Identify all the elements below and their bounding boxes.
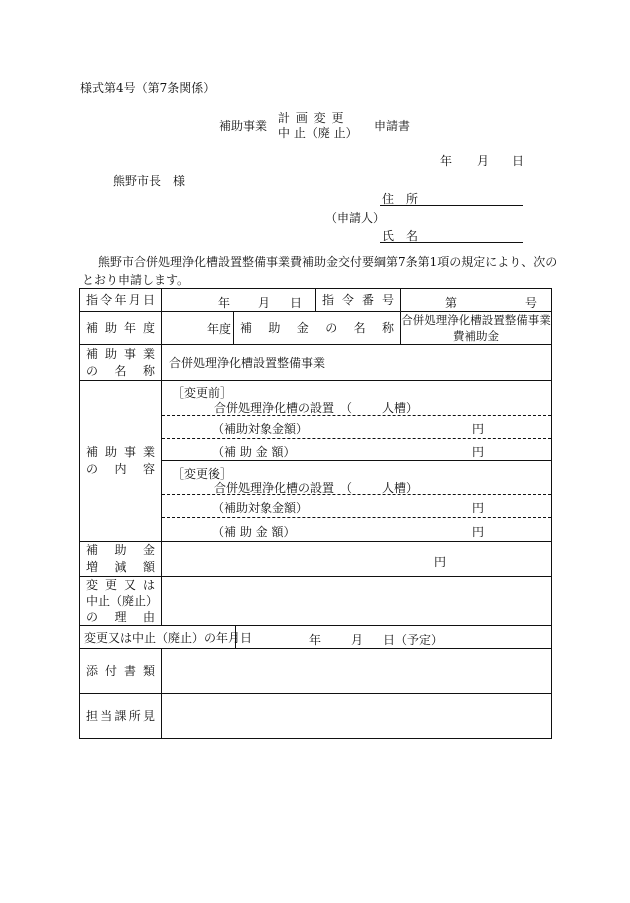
before-paren: （ (340, 401, 353, 415)
directive-dai: 第 (445, 296, 458, 310)
before-install: 合併処理浄化槽の設置 (214, 401, 335, 415)
subsidy-year-cell[interactable] (162, 312, 234, 345)
change-date-year: 年 (309, 633, 322, 647)
label-reason-l2: 中止（廃止） (86, 594, 159, 608)
label-change-amount-l2: 増 減 額 (86, 560, 155, 574)
row-section-opinion (80, 694, 552, 739)
project-content-cell (162, 381, 552, 542)
label-change-amount-l1: 補 助 金 (86, 543, 155, 557)
after-install: 合併処理浄化槽の設置 (214, 481, 335, 495)
before-target-yen: 円 (472, 422, 485, 436)
after-target-row[interactable] (162, 495, 551, 518)
after-amount-row[interactable] (162, 518, 551, 540)
before-amount-row[interactable] (162, 438, 551, 461)
label-attachments: 添 付 書 類 (80, 649, 162, 694)
directive-number-cell[interactable] (401, 289, 552, 312)
directive-year: 年 (218, 296, 231, 310)
label-directive-date: 指令年月日 (80, 289, 162, 312)
before-target-label: （補助対象金額） (212, 422, 309, 436)
label-change-date: 変更又は中止（廃止）の年月日 (80, 626, 236, 649)
before-ninsou: 人槽） (382, 401, 419, 415)
label-reason-l1: 変 更 又 は (86, 578, 155, 592)
project-name-value: 合併処理浄化槽設置整備事業 (162, 345, 552, 381)
change-date-day: 日（予定） (383, 633, 444, 647)
after-amount-label: （補 助 金 額） (212, 525, 296, 539)
after-amount-yen: 円 (472, 525, 485, 539)
attachments-cell[interactable] (162, 649, 552, 694)
addressee: 熊野市長 様 (113, 174, 186, 188)
address-label: 住 所 (382, 192, 419, 206)
label-project-name-l2: の 名 称 (86, 363, 155, 378)
label-reason-l3: の 理 由 (86, 610, 155, 624)
directive-day: 日 (290, 296, 303, 310)
application-table (79, 288, 552, 739)
body-text-line1: 熊野市合併処理浄化槽設置整備事業費補助金交付要綱第7条第1項の規定により、次の (98, 255, 558, 269)
row-subsidy-year (80, 312, 552, 345)
form-number: 様式第4号（第7条関係） (80, 81, 216, 95)
before-install-row[interactable] (162, 381, 551, 416)
row-change-date (80, 626, 552, 649)
after-target-label: （補助対象金額） (212, 501, 309, 515)
label-project-name (80, 345, 162, 381)
applicant-label: （申請人） (325, 211, 386, 225)
after-target-yen: 円 (472, 501, 485, 515)
name-line[interactable] (380, 242, 523, 243)
date-day: 日 (512, 154, 525, 168)
change-amount-cell[interactable] (162, 542, 552, 577)
label-project-content (80, 381, 162, 542)
directive-go: 号 (525, 296, 538, 310)
change-amount-yen: 円 (434, 555, 447, 569)
before-header: ［変更前］ (172, 386, 233, 400)
title-option-cancel: 中 止（廃 止） (278, 126, 358, 140)
title-option-plan-change: 計 画 変 更 (278, 111, 345, 125)
before-amount-yen: 円 (472, 445, 485, 459)
subsidy-nendo: 年度 (206, 321, 231, 336)
before-target-row[interactable] (162, 415, 551, 439)
label-reason (80, 577, 162, 626)
after-header: ［変更後］ (172, 467, 233, 481)
change-date-month: 月 (351, 633, 364, 647)
directive-month: 月 (258, 296, 271, 310)
label-change-amount (80, 542, 162, 577)
after-ninsou: 人槽） (382, 481, 419, 495)
section-opinion-cell[interactable] (162, 694, 552, 739)
row-project-content (80, 381, 552, 542)
reason-cell[interactable] (162, 577, 552, 626)
row-project-name (80, 345, 552, 381)
label-section-opinion: 担当課所見 (80, 694, 162, 739)
label-project-content-l1: 補 助 事 業 (86, 445, 155, 459)
label-project-name-l1: 補 助 事 業 (86, 346, 155, 361)
row-reason (80, 577, 552, 626)
label-directive-number: 指 令 番 号 (316, 289, 401, 312)
directive-date-cell[interactable] (162, 289, 316, 312)
title-suffix: 申請書 (374, 119, 411, 133)
before-amount-label: （補 助 金 額） (212, 445, 296, 459)
subsidy-name-value: 合併処理浄化槽設置整備事業費補助金 (401, 313, 551, 343)
row-attachments (80, 649, 552, 694)
row-change-amount (80, 542, 552, 577)
change-date-cell[interactable] (236, 626, 552, 649)
label-project-content-l2: の 内 容 (86, 462, 155, 476)
row-directive-date (80, 289, 552, 312)
title-prefix: 補助事業 (219, 119, 268, 133)
label-subsidy-name: 補助金の名称 (234, 312, 401, 345)
date-month: 月 (477, 154, 490, 168)
date-year: 年 (440, 154, 453, 168)
body-text-line2: とおり申請します。 (82, 273, 190, 287)
label-subsidy-year: 補 助 年 度 (80, 312, 162, 345)
after-paren: （ (340, 481, 353, 495)
after-install-row[interactable] (162, 461, 551, 495)
name-label: 氏 名 (382, 229, 419, 243)
address-line[interactable] (380, 205, 523, 206)
